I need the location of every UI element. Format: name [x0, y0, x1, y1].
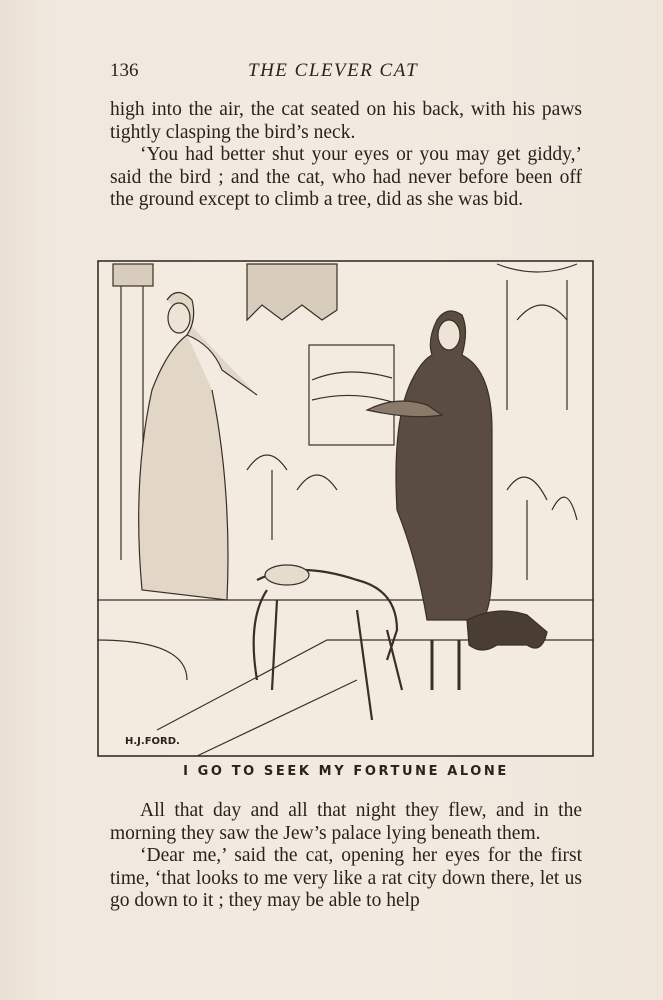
paragraph: All that day and all that night they flew, and in the morning they saw the Jew’s palace lying beneath them.: [110, 800, 582, 844]
running-title: THE CLEVER CAT: [248, 60, 419, 81]
illustration-caption: I GO TO SEEK MY FORTUNE ALONE: [183, 764, 509, 779]
page-number: 136: [110, 60, 139, 81]
paragraph: ‘Dear me,’ said the cat, opening her eyes for the first time, ‘that looks to me very like a rat city down there, let us go down to it ; they may be able to help: [110, 845, 582, 911]
paragraph: ‘You had better shut your eyes or you may get giddy,’ said the bird ; and the cat, who had never before been off the ground except to climb a tree, did as she was bid.: [110, 144, 582, 210]
artist-signature: H.J.FORD.: [125, 736, 180, 747]
top-text-block: [110, 99, 582, 212]
bottom-text-block: [110, 800, 582, 913]
paragraph: high into the air, the cat seated on his back, with his paws tightly clasping the bird’s neck.: [110, 99, 582, 143]
illustration: [97, 260, 594, 757]
